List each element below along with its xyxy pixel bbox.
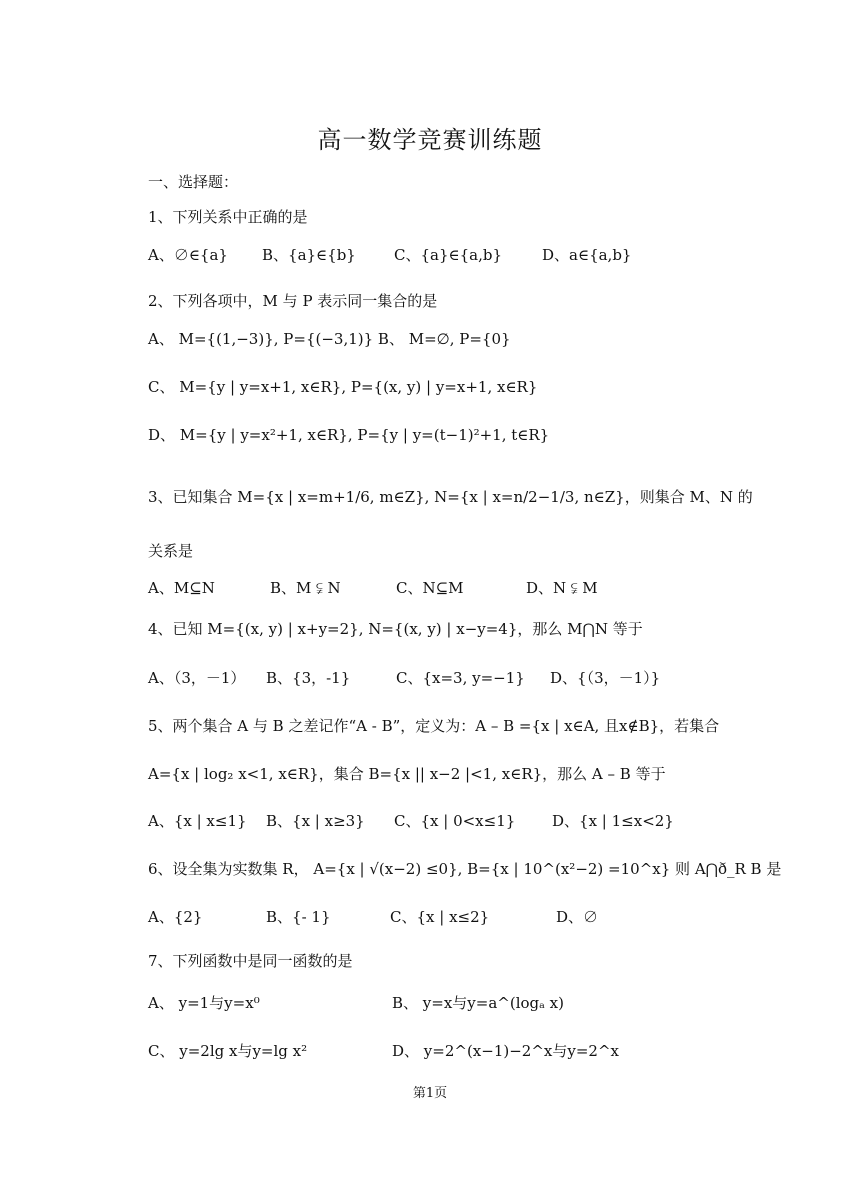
question-4-options xyxy=(148,667,660,688)
q1-option-a: A、∅∈{a} xyxy=(148,246,228,264)
question-3-stem: 3、已知集合 M={x | x=m+1/6, m∈Z}, N={x | x=n/2−1/3, n∈Z}，则集合 M、N 的 xyxy=(148,488,753,506)
section-heading: 一、选择题： xyxy=(148,173,239,191)
q2-option-line-1: A、 M={(1,−3)}, P={(−3,1)} B、 M=∅, P={0} xyxy=(148,330,511,348)
q1-option-b: B、{a}∈{b} xyxy=(262,246,356,264)
question-5-stem: 5、两个集合 A 与 B 之差记作“A - B”，定义为：A – B ={x | x∈A, 且x∉B}，若集合 xyxy=(148,717,720,735)
q1-option-d: D、a∈{a,b} xyxy=(542,246,632,264)
question-1-stem: 1、下列关系中正确的是 xyxy=(148,208,308,226)
q4-option-c: C、{x=3, y=−1} xyxy=(396,669,525,687)
q4-option-b: B、{3，-1} xyxy=(266,669,351,687)
q3-option-b: B、M ⫋ N xyxy=(270,579,341,597)
question-7-options-row-1 xyxy=(148,992,564,1013)
q4-option-a: A、（3，－1） xyxy=(148,669,246,687)
q3-option-c: C、N⊆M xyxy=(396,579,464,597)
q6-option-d: D、∅ xyxy=(556,908,599,926)
q5-option-d: D、{x | 1≤x<2} xyxy=(552,812,674,830)
question-5-options xyxy=(148,810,674,831)
question-7-stem: 7、下列函数中是同一函数的是 xyxy=(148,952,353,970)
question-7-options-row-2 xyxy=(148,1040,619,1061)
q7-option-d: D、 y=2^(x−1)−2^x与y=2^x xyxy=(392,1042,619,1060)
q4-option-d: D、{（3，－1）} xyxy=(550,669,661,687)
q3-option-d: D、N ⫋ M xyxy=(526,579,598,597)
q5-option-c: C、{x | 0<x≤1} xyxy=(394,812,516,830)
q6-option-a: A、{2} xyxy=(148,908,203,926)
q5-option-b: B、{x | x≥3} xyxy=(266,812,365,830)
q6-option-b: B、{- 1} xyxy=(266,908,331,926)
q5-option-a: A、{x | x≤1} xyxy=(148,812,247,830)
page-number: 第1页 xyxy=(412,1086,448,1101)
page-title: 高一数学竞赛训练题 xyxy=(317,126,543,154)
question-6-stem: 6、设全集为实数集 R， A={x | √(x−2) ≤0}, B={x | 10^(x²−2) =10^x} 则 A⋂ð_R B 是 xyxy=(148,860,782,878)
question-4-stem: 4、已知 M={(x, y) | x+y=2}, N={(x, y) | x−y=4}，那么 M⋂N 等于 xyxy=(148,620,643,638)
q1-option-c: C、{a}∈{a,b} xyxy=(394,246,503,264)
q7-option-c: C、 y=2lg x与y=lg x² xyxy=(148,1042,308,1060)
q3-option-a: A、M⊆N xyxy=(148,579,215,597)
question-3-stem-cont: 关系是 xyxy=(148,542,194,560)
q2-option-line-3: D、 M={y | y=x²+1, x∈R}, P={y | y=(t−1)²+1, t∈R} xyxy=(148,426,550,444)
question-6-options xyxy=(148,906,598,927)
question-3-options xyxy=(148,577,598,598)
q7-option-a: A、 y=1与y=x⁰ xyxy=(148,994,260,1012)
question-5-stem-cont: A={x | log₂ x<1, x∈R}，集合 B={x || x−2 |<1, x∈R}，那么 A – B 等于 xyxy=(148,765,666,783)
question-2-stem: 2、下列各项中，M 与 P 表示同一集合的是 xyxy=(148,292,438,310)
q6-option-c: C、{x | x≤2} xyxy=(390,908,490,926)
question-1-options xyxy=(148,244,631,265)
q7-option-b: B、 y=x与y=a^(logₐ x) xyxy=(392,994,564,1012)
q2-option-line-2: C、 M={y | y=x+1, x∈R}, P={(x, y) | y=x+1, x∈R} xyxy=(148,378,538,396)
